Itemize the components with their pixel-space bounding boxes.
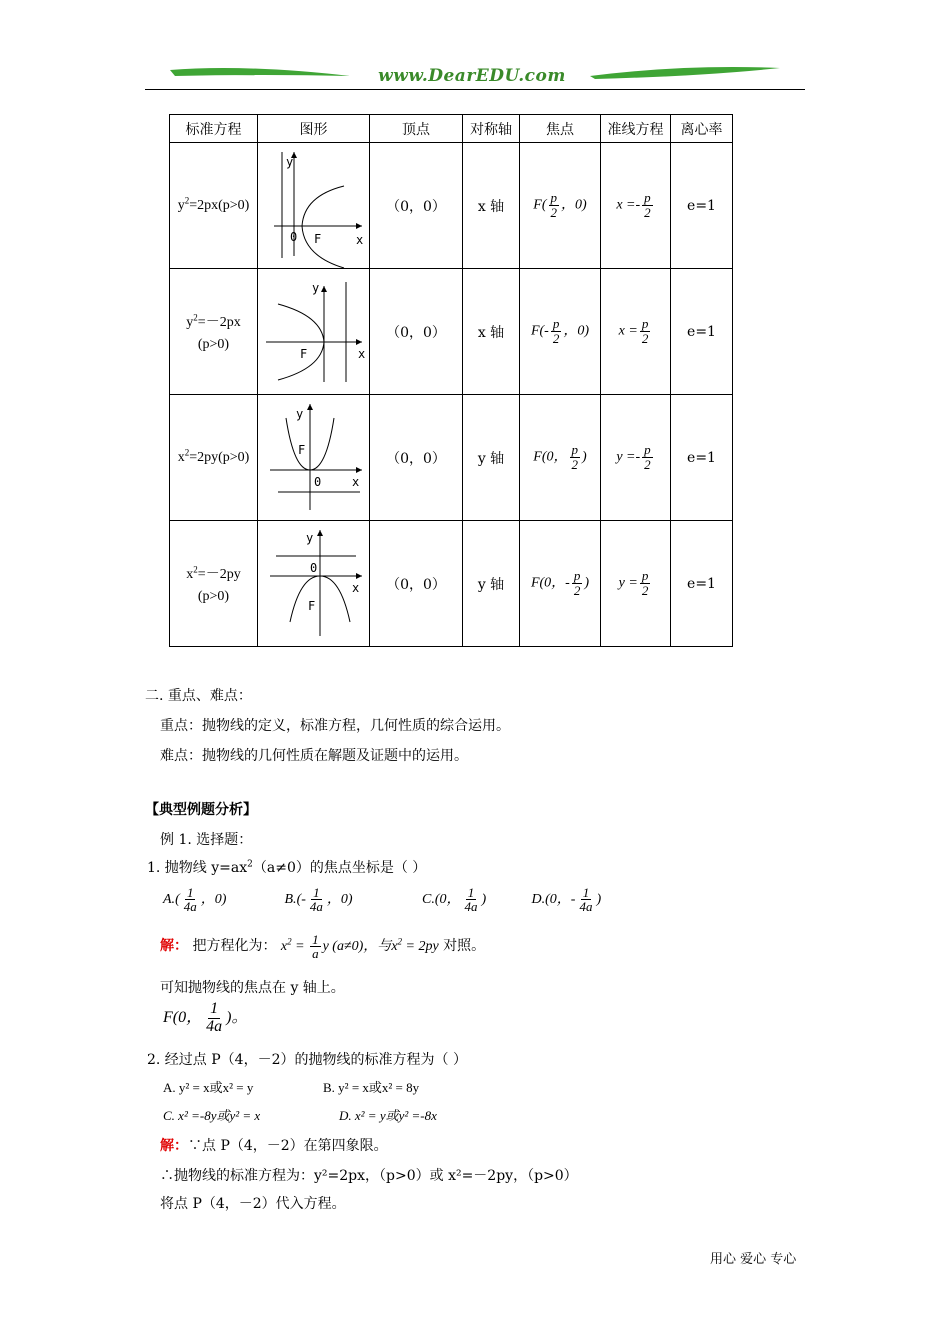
parabola-graph-right xyxy=(264,146,364,262)
question-2: 2. 经过点 P（4，－2）的抛物线的标准方程为（ ） xyxy=(147,1052,467,1068)
svg-text:F: F xyxy=(299,346,307,361)
solution-1-line2: 可知抛物线的焦点在 y 轴上。 xyxy=(160,980,345,996)
focus-cell: F(- $\frac{p}{2}$ ，0) xyxy=(520,269,601,395)
question-1: 1. 抛物线 $y=ax^2(a\ne 0)$的焦点坐标是（ ） xyxy=(147,859,427,876)
table-row xyxy=(170,395,733,521)
option-c[interactable]: C.(0， $\frac{1}{4a}$ ) xyxy=(422,884,487,915)
focus-cell: F( $\frac{p}{2}$ ，0) xyxy=(520,143,601,269)
axis-cell: x 轴 xyxy=(463,143,520,269)
svg-text:F: F xyxy=(313,231,321,246)
difficult-points: 难点：抛物线的几何性质在解题及证题中的运用。 xyxy=(160,748,468,764)
vertex-cell: （0，0） xyxy=(370,143,463,269)
standard-equation-cell: $y^2=-2px$ (p>0) xyxy=(170,269,258,395)
svg-text:x: x xyxy=(357,346,365,361)
svg-text:y: y xyxy=(311,280,319,295)
focus-cell: F(0，- $\frac{p}{2}$ ) xyxy=(520,521,601,647)
table-header-cell: 准线方程 xyxy=(601,115,671,143)
solution-1: 解： 把方程化为： $x^2$ = $\frac{1}{a}$ y (a≠0)，与$x^2 = 2py$ 对照。 xyxy=(160,931,486,962)
svg-text:F: F xyxy=(297,442,305,457)
table-header-cell: 对称轴 xyxy=(463,115,520,143)
header-rule xyxy=(145,89,805,90)
parabola-graph-up xyxy=(264,398,364,514)
vertex-cell: （0，0） xyxy=(370,395,463,521)
option-c[interactable]: C. x² =-8y或y² = x xyxy=(163,1108,261,1123)
graph-cell xyxy=(258,269,370,395)
graph-cell xyxy=(258,395,370,521)
option-b[interactable]: B.(- $\frac{1}{4a}$ ，0) xyxy=(284,884,353,915)
parabola-graph-left xyxy=(264,272,364,388)
svg-text:x: x xyxy=(351,474,359,489)
standard-equation-cell: $y^2=2px(p>0)$ xyxy=(170,143,258,269)
directrix-cell: x =- $\frac{p}{2}$ xyxy=(601,143,671,269)
svg-text:y: y xyxy=(285,154,293,169)
svg-text:x: x xyxy=(351,580,359,595)
svg-text:0: 0 xyxy=(309,560,317,575)
vertex-cell: （0，0） xyxy=(370,269,463,395)
option-d[interactable]: D.(0，- $\frac{1}{4a}$ ) xyxy=(531,884,602,915)
parabola-graph-down xyxy=(264,524,364,640)
site-logo-text: www.DearEDU.com xyxy=(378,66,566,86)
solution-2-line2: ∴抛物线的标准方程为：y²=2px，（p>0）或 x²=－2py，（p>0） xyxy=(160,1168,578,1184)
svg-text:x: x xyxy=(355,232,363,247)
eccentricity-cell: e=1 xyxy=(671,395,733,521)
table-header-cell: 焦点 xyxy=(520,115,601,143)
table-header-cell: 标准方程 xyxy=(170,115,258,143)
svg-text:F: F xyxy=(307,598,315,613)
directrix-cell: y =- $\frac{p}{2}$ xyxy=(601,395,671,521)
parabola-properties-table xyxy=(169,114,733,647)
vertex-cell: （0，0） xyxy=(370,521,463,647)
svg-text:y: y xyxy=(295,406,303,421)
eccentricity-cell: e=1 xyxy=(671,143,733,269)
table-header-row xyxy=(170,115,733,143)
eccentricity-cell: e=1 xyxy=(671,269,733,395)
standard-equation-cell: $x^2=2py(p>0)$ xyxy=(170,395,258,521)
option-a[interactable]: A. y² = x或x² = y xyxy=(163,1080,254,1095)
table-row xyxy=(170,143,733,269)
solution-1-answer: F(0， $\frac{1}{4a}$ )。 xyxy=(163,1000,248,1035)
question-2-options-ab xyxy=(163,1078,419,1098)
focus-cell: F(0， $\frac{p}{2}$ ) xyxy=(520,395,601,521)
directrix-cell: x = $\frac{p}{2}$ xyxy=(601,269,671,395)
table-header-cell: 离心率 xyxy=(671,115,733,143)
svg-text:0: 0 xyxy=(313,474,321,489)
section-title: 二. 重点、难点： xyxy=(145,688,252,704)
table-row xyxy=(170,521,733,647)
table-header-cell: 顶点 xyxy=(370,115,463,143)
key-points: 重点：抛物线的定义，标准方程，几何性质的综合运用。 xyxy=(160,718,510,734)
svg-text:y: y xyxy=(305,530,313,545)
graph-cell xyxy=(258,521,370,647)
table-row xyxy=(170,269,733,395)
example-1-label: 例 1. 选择题： xyxy=(160,832,253,848)
axis-cell: y 轴 xyxy=(463,395,520,521)
axis-cell: x 轴 xyxy=(463,269,520,395)
page-footer: 用心 爱心 专心 xyxy=(710,1252,797,1267)
option-b[interactable]: B. y² = x或x² = 8y xyxy=(323,1080,420,1095)
eccentricity-cell: e=1 xyxy=(671,521,733,647)
examples-heading: 【典型例题分析】 xyxy=(145,802,257,818)
standard-equation-cell: $x^2=-2py$ (p>0) xyxy=(170,521,258,647)
svg-text:0: 0 xyxy=(289,229,297,244)
option-d[interactable]: D. x² = y或y² =-8x xyxy=(339,1108,437,1123)
option-a[interactable]: A.( $\frac{1}{4a}$ ，0) xyxy=(163,884,227,915)
directrix-cell: y = $\frac{p}{2}$ xyxy=(601,521,671,647)
solution-2: 解：∵点 P（4，－2）在第四象限。 xyxy=(160,1138,388,1154)
graph-cell xyxy=(258,143,370,269)
question-1-options xyxy=(163,880,601,920)
question-2-options-cd xyxy=(163,1106,437,1126)
solution-2-line3: 将点 P（4，－2）代入方程。 xyxy=(160,1196,346,1212)
axis-cell: y 轴 xyxy=(463,521,520,647)
table-header-cell: 图形 xyxy=(258,115,370,143)
